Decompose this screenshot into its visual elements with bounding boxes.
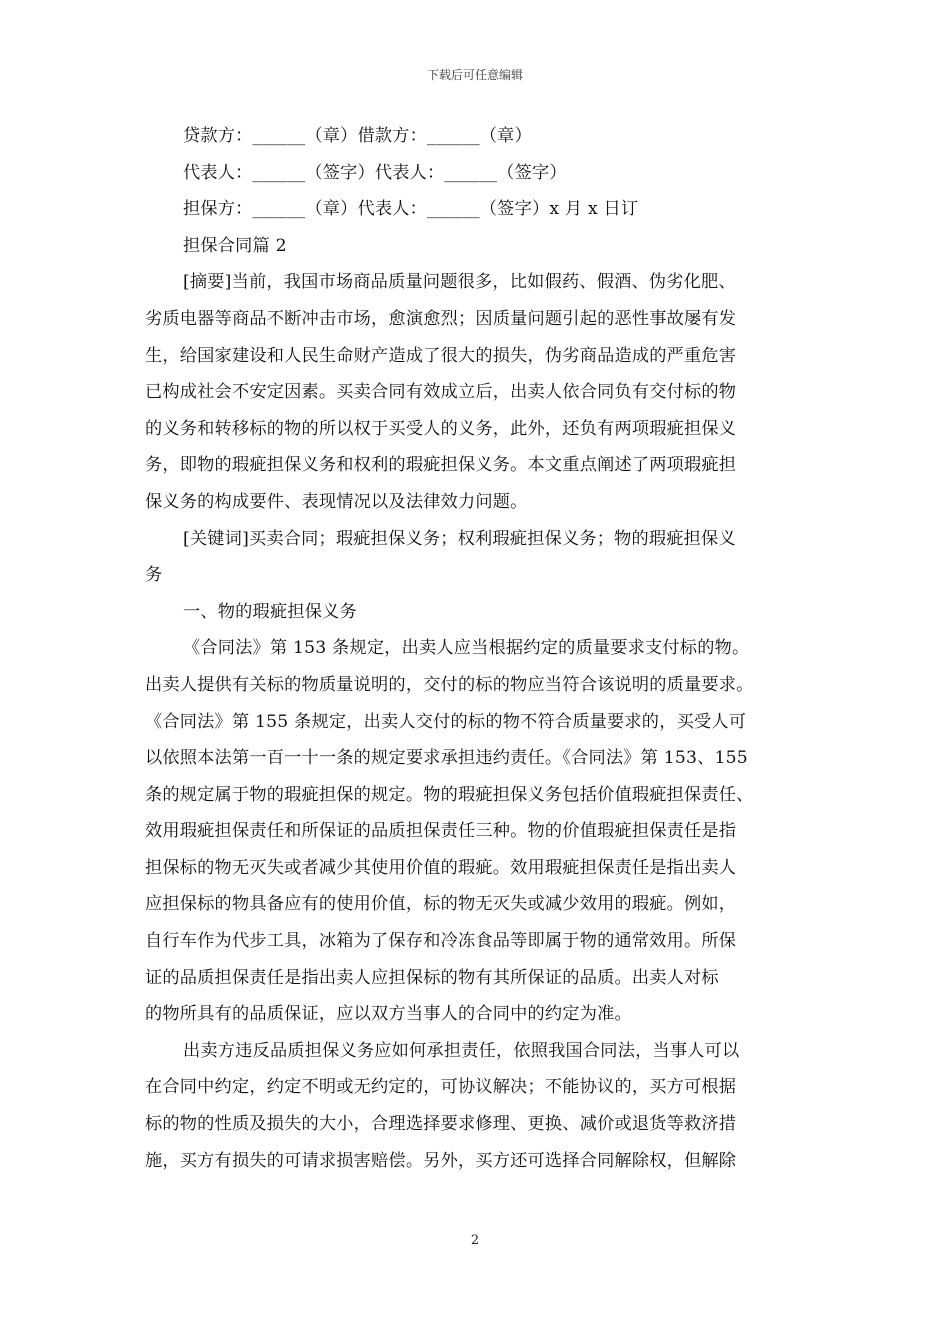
body-paragraph-line: 《合同法》第 153 条规定，出卖人应当根据约定的质量要求支付标的物。 [183,638,750,659]
abstract-line: 务，即物的瑕疵担保义务和权利的瑕疵担保义务。本文重点阐述了两项瑕疵担 [145,455,737,476]
body-paragraph-line: 在合同中约定，约定不明或无约定的，可协议解决；不能协议的，买方可根据 [145,1077,737,1098]
abstract-line: 劣质电器等商品不断冲击市场，愈演愈烈；因质量问题引起的恶性事故屡有发 [145,308,737,329]
abstract-line: [摘要]当前，我国市场商品质量问题很多，比如假药、假酒、伪劣化肥、 [183,272,736,293]
body-paragraph-line: 证的品质担保责任是指出卖人应担保标的物有其所保证的品质。出卖人对标 [145,967,719,988]
body-paragraph-line: 效用瑕疵担保责任和所保证的品质担保责任三种。物的价值瑕疵担保责任是指 [145,821,737,842]
abstract-line: 的义务和转移标的物的所以权于买受人的义务，此外，还负有两项瑕疵担保义 [145,418,737,439]
document-body [145,118,807,1179]
body-paragraph-line: 以依照本法第一百一十一条的规定要求承担违约责任。《合同法》第 153、155 [145,748,748,769]
subsection-heading: 一、物的瑕疵担保义务 [183,601,357,622]
body-paragraph-line: 担保标的物无灭失或者减少其使用价值的瑕疵。效用瑕疵担保责任是指出卖人 [145,857,737,878]
keywords-line: [关键词]买卖合同；瑕疵担保义务；权利瑕疵担保义务；物的瑕疵担保义 [183,528,736,549]
page-number: 2 [470,1233,480,1248]
body-paragraph-line: 条的规定属于物的瑕疵担保的规定。物的瑕疵担保义务包括价值瑕疵担保责任、 [145,784,754,805]
section-title: 担保合同篇 2 [183,235,287,256]
signature-line-representative: 代表人：______（签字）代表人：______（签字） [183,162,567,183]
body-paragraph-line: 标的物的性质及损失的大小，合理选择要求修理、更换、减价或退货等救济措 [145,1114,737,1135]
signature-line-lender: 贷款方：______（章）借款方：______（章） [183,126,532,146]
signature-line-guarantor: 担保方：______（章）代表人：______（签字）x 月 x 日订 [183,199,639,220]
body-paragraph-line: 的物所具有的品质保证，应以双方当事人的合同中的约定为准。 [145,1004,632,1025]
body-paragraph-line: 施，买方有损失的可请求损害赔偿。另外，买方还可选择合同解除权，但解除 [145,1150,737,1171]
abstract-line: 生，给国家建设和人民生命财产造成了很大的损失，伪劣商品造成的严重危害 [145,345,737,366]
abstract-line: 保义务的构成要件、表现情况以及法律效力问题。 [145,491,528,512]
page-header: 下载后可任意编辑 [426,68,523,82]
body-paragraph-line: 《合同法》第 155 条规定，出卖人交付的标的物不符合质量要求的，买受人可 [145,711,747,732]
body-paragraph-line: 应担保标的物具备应有的使用价值，标的物无灭失或减少效用的瑕疵。例如， [145,894,737,915]
body-paragraph-line: 出卖人提供有关标的物质量说明的，交付的标的物应当符合该说明的质量要求。 [145,674,754,695]
keywords-line: 务 [145,565,163,586]
body-paragraph-line: 出卖方违反品质担保义务应如何承担责任，依照我国合同法，当事人可以 [183,1040,740,1061]
abstract-line: 已构成社会不安定因素。买卖合同有效成立后，出卖人依合同负有交付标的物 [145,382,737,403]
body-paragraph-line: 自行车作为代步工具，冰箱为了保存和冷冻食品等即属于物的通常效用。所保 [145,931,737,952]
